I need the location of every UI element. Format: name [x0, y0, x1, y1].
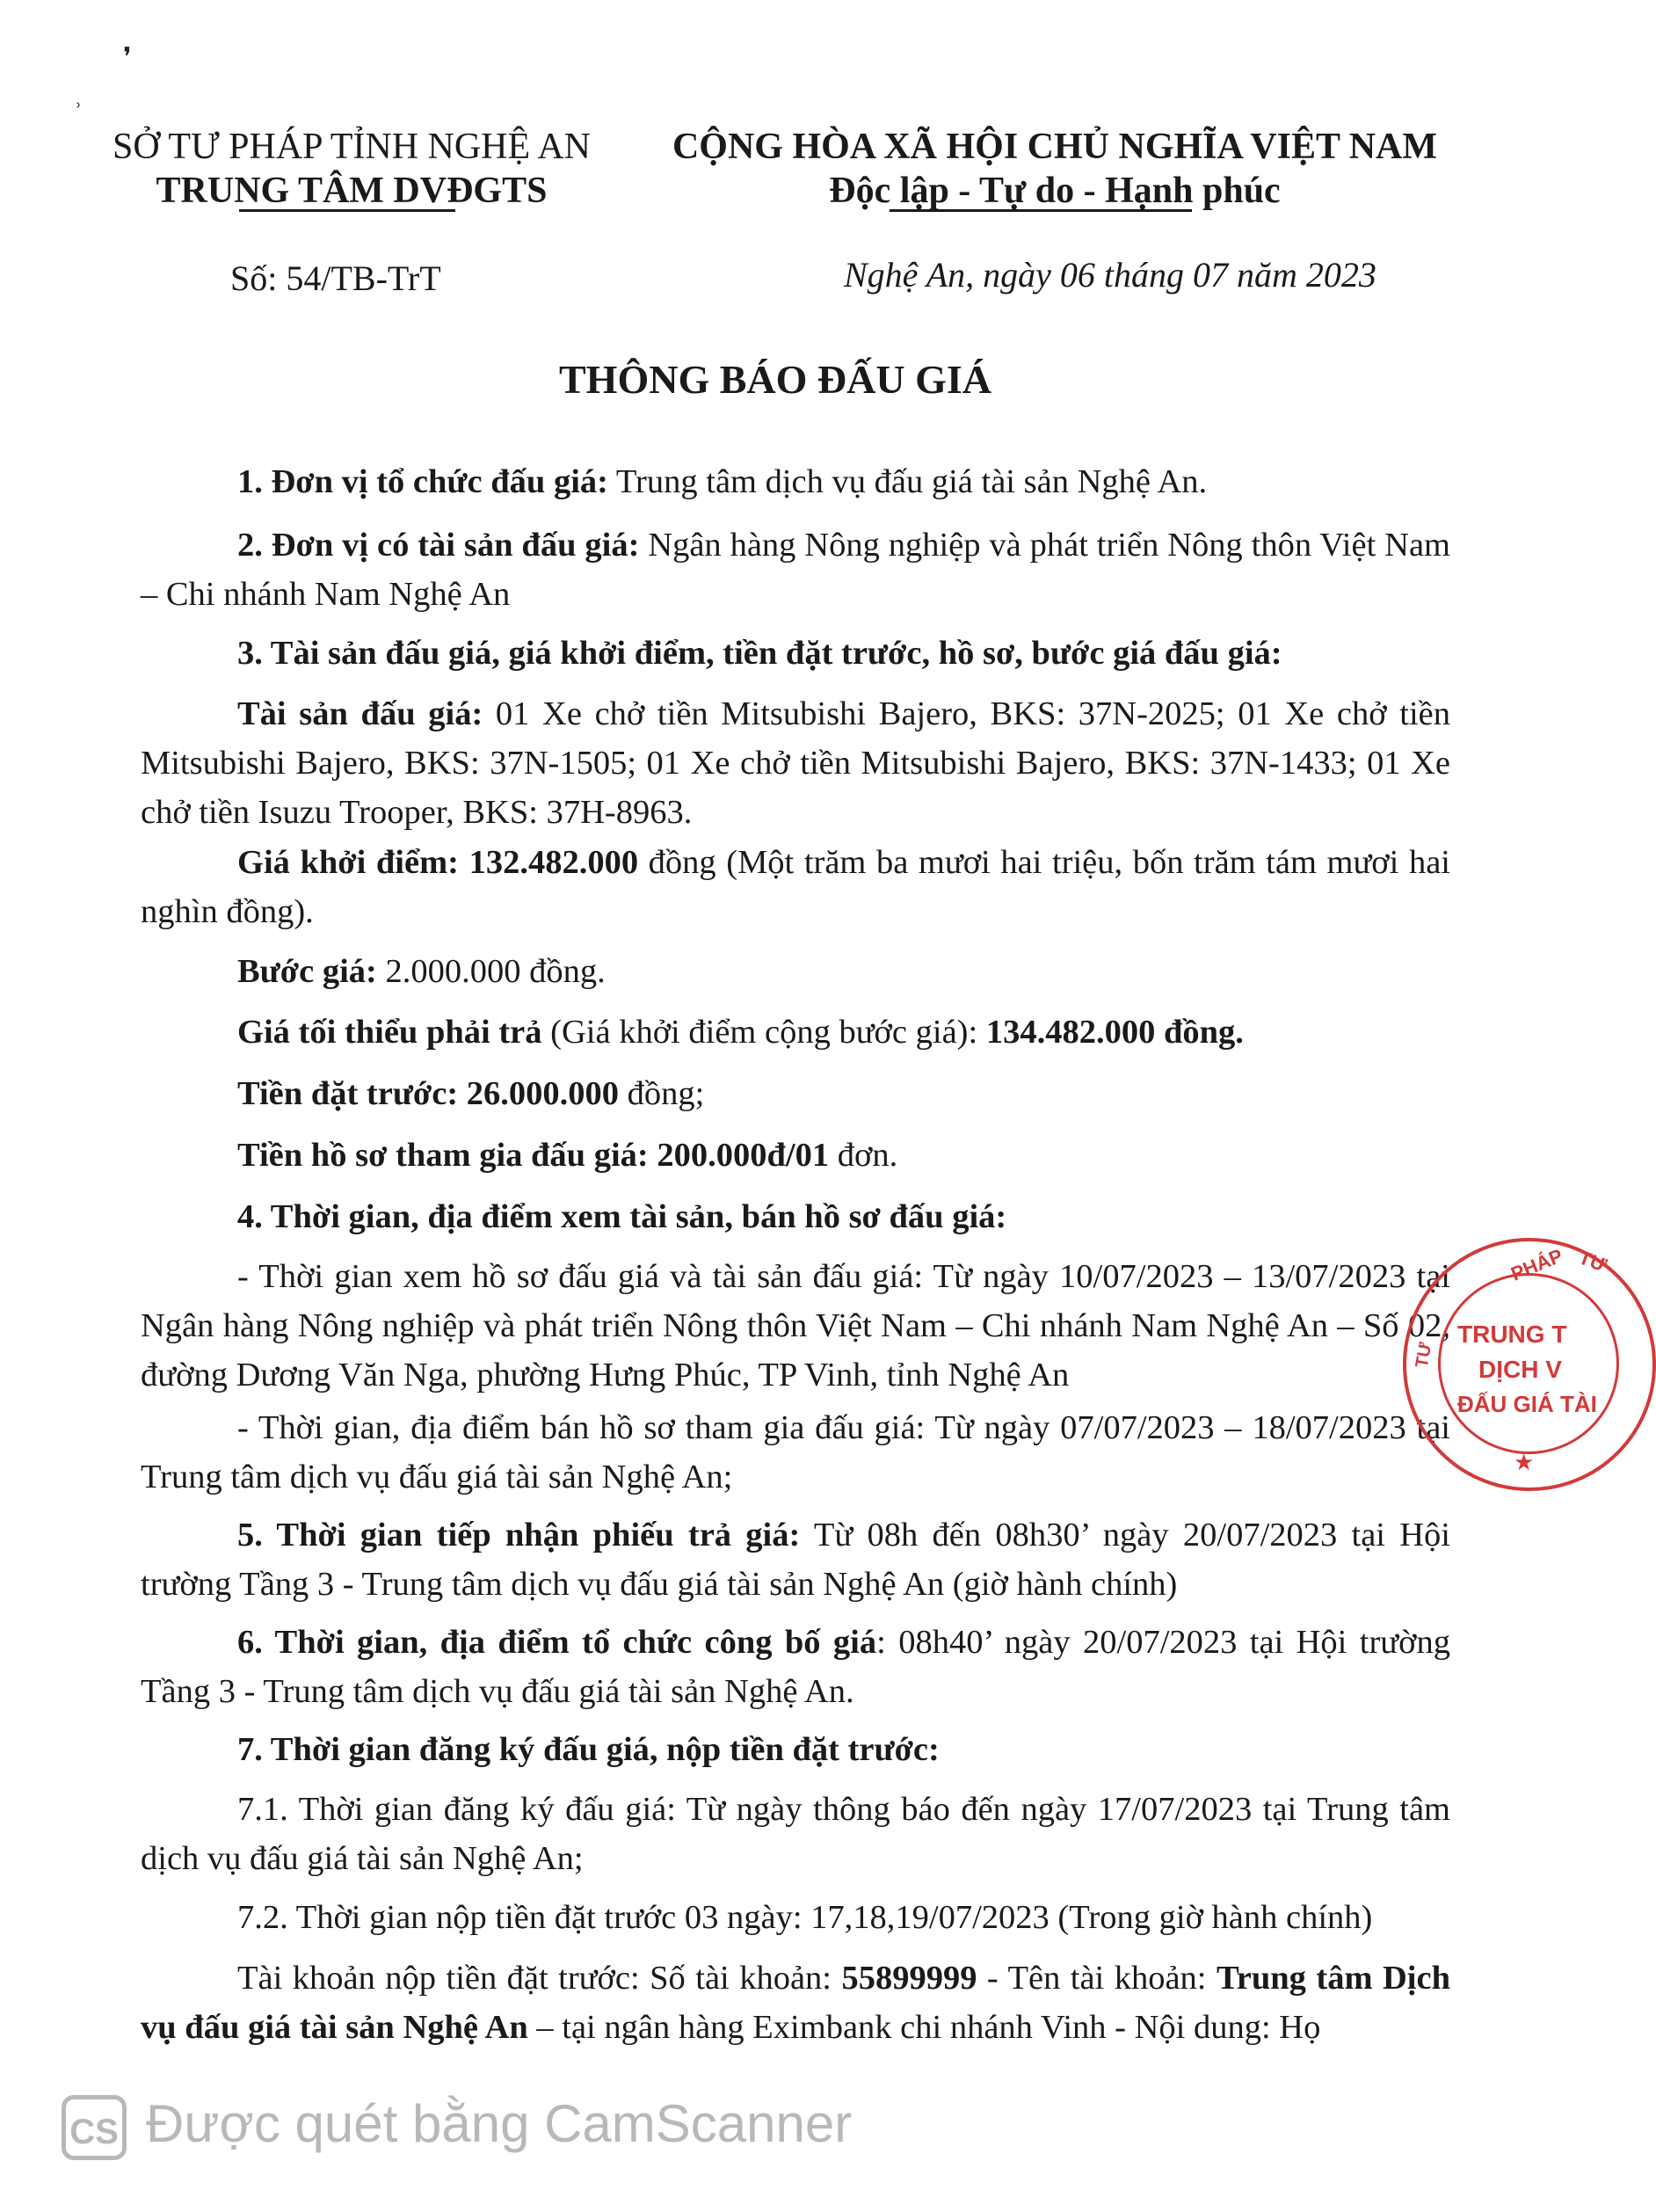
deposit-account	[141, 1954, 1450, 2052]
minimum-price-value: 134.482.000 đồng.	[985, 1014, 1244, 1051]
section-7-2: 7.2. Thời gian nộp tiền đặt trước 03 ngày: 17,18,19/07/2023 (Trong giờ hành chính)	[237, 1899, 1373, 1936]
section-5-label: 5. Thời gian tiếp nhận phiếu trả giá:	[237, 1517, 801, 1553]
section-5	[141, 1510, 1450, 1609]
asset-label: Tài sản đấu giá:	[237, 695, 483, 732]
section-4-sale-time: - Thời gian, địa điểm bán hồ sơ tham gia đấu giá: Từ ngày 07/07/2023 – 18/07/2023 tại Trung tâm dịch vụ đấu giá tài sản Nghệ An;	[141, 1409, 1450, 1495]
section-4-heading	[141, 1192, 1450, 1241]
section-7-1: 7.1. Thời gian đăng ký đấu giá: Từ ngày thông báo đến ngày 17/07/2023 tại Trung tâm dịch vụ đấu giá tài sản Nghệ An;	[141, 1791, 1450, 1877]
camscanner-logo-icon: CS	[62, 2095, 127, 2160]
section-3-heading	[141, 629, 1450, 678]
account-text-3: – tại ngân hàng Eximbank chi nhánh Vinh - Nội dung: Họ	[527, 2009, 1321, 2046]
deposit-text: đồng;	[619, 1075, 705, 1112]
seal-arc-left: TƯ	[1412, 1341, 1436, 1370]
document-title: THÔNG BÁO ĐẤU GIÁ	[559, 357, 991, 402]
section-5-text: Từ 08h đến 08h30’ ngày 20/07/2023 tại Hội trường Tầng 3 - Trung tâm dịch vụ đấu giá tài sản Nghệ An (giờ hành chính)	[141, 1517, 1451, 1603]
section-2-label: 2. Đơn vị có tài sản đấu giá:	[237, 527, 640, 564]
minimum-price	[141, 1008, 1450, 1057]
bid-step-label: Bước giá:	[237, 953, 377, 990]
starting-price-label: Giá khởi điểm: 132.482.000	[237, 844, 639, 881]
deposit	[141, 1069, 1450, 1118]
section-2	[141, 520, 1450, 619]
department-name: SỞ TƯ PHÁP TỈNH NGHỆ AN	[112, 127, 592, 167]
account-name: Trung tâm Dịch vụ đấu giá tài sản Nghệ An	[141, 1960, 1450, 2046]
account-text-2: - Tên tài khoản:	[977, 1960, 1217, 1997]
place-and-date: Nghệ An, ngày 06 tháng 07 năm 2023	[844, 255, 1376, 295]
asset-text: 01 Xe chở tiền Mitsubishi Bajero, BKS: 37N-2025; 01 Xe chở tiền Mitsubishi Bajero, BKS: 37N-1505; 01 Xe chở tiền Mitsubishi Bajero, BKS: 37N-1433; 01 Xe chở tiền Isuzu Trooper, BKS: 37H-8963.	[141, 695, 1450, 831]
center-underline	[239, 209, 455, 212]
account-text-1: Tài khoản nộp tiền đặt trước: Số tài khoản:	[237, 1960, 842, 1997]
center-name: TRUNG TÂM DVĐGTS	[156, 171, 548, 211]
section-1	[141, 457, 1450, 506]
bid-step-text: 2.000.000 đồng.	[376, 953, 606, 990]
section-6	[141, 1618, 1450, 1716]
section-7-heading	[141, 1725, 1450, 1774]
motto: Độc lập - Tự do - Hạnh phúc	[829, 171, 1281, 211]
country-name: CỘNG HÒA XÃ HỘI CHỦ NGHĨA VIỆT NAM	[672, 127, 1438, 167]
dossier-fee-text: đơn.	[829, 1137, 898, 1174]
seal-line-1: TRUNG T	[1457, 1321, 1567, 1348]
section-1-text: Trung tâm dịch vụ đấu giá tài sản Nghệ An.	[607, 463, 1208, 500]
section-2-text: Ngân hàng Nông nghiệp và phát triển Nông thôn Việt Nam – Chi nhánh Nam Nghệ An	[141, 527, 1451, 613]
seal-star-icon: ★	[1514, 1449, 1535, 1475]
section-4-view-time: - Thời gian xem hồ sơ đấu giá và tài sản đấu giá: Từ ngày 10/07/2023 – 13/07/2023 tại Ngân hàng Nông nghiệp và phát triển Nông thôn Việt Nam – Chi nhánh Nam Nghệ An – Số 02, đường Dương Văn Nga, phường Hưng Phúc, TP Vinh, tỉnh Nghệ An	[141, 1258, 1450, 1393]
starting-price	[141, 838, 1450, 936]
motto-underline	[890, 209, 1192, 212]
dossier-fee-label: Tiền hồ sơ tham gia đấu giá: 200.000đ/01	[237, 1137, 830, 1174]
section-6-text: : 08h40’ ngày 20/07/2023 tại Hội trường Tầng 3 - Trung tâm dịch vụ đấu giá tài sản Nghệ An.	[141, 1624, 1450, 1710]
camscanner-text: Được quét bằng CamScanner	[146, 2094, 853, 2153]
deposit-label: Tiền đặt trước: 26.000.000	[237, 1075, 620, 1112]
section-7-heading-text: 7. Thời gian đăng ký đấu giá, nộp tiền đặt trước:	[237, 1731, 940, 1768]
dossier-fee	[141, 1131, 1450, 1180]
issuing-authority	[79, 125, 624, 213]
seal-line-2: DỊCH V	[1478, 1356, 1562, 1383]
document-number: Số: 54/TB-TrT	[230, 258, 441, 298]
section-1-label: 1. Đơn vị tổ chức đấu giá:	[237, 463, 608, 500]
asset-paragraph	[141, 689, 1450, 837]
bid-step	[141, 947, 1450, 996]
national-header	[642, 125, 1468, 213]
seal-arc-top: PHÁP	[1507, 1244, 1566, 1285]
scan-mark: ❜	[123, 43, 132, 72]
starting-price-text: đồng (Một trăm ba mươi hai triệu, bốn trăm tám mươi hai nghìn đồng).	[141, 844, 1450, 930]
camscanner-watermark	[62, 2089, 852, 2159]
seal-arc-right: TƯ	[1575, 1246, 1610, 1277]
minimum-price-label: Giá tối thiểu phải trả	[237, 1014, 542, 1051]
official-seal	[1403, 1238, 1656, 1491]
scan-mark: ˒	[74, 86, 83, 115]
section-4-heading-text: 4. Thời gian, địa điểm xem tài sản, bán hồ sơ đấu giá:	[237, 1198, 1007, 1235]
account-number: 55899999	[841, 1960, 977, 1997]
seal-line-3: ĐẤU GIÁ TÀI	[1457, 1391, 1597, 1417]
section-3-heading-text: 3. Tài sản đấu giá, giá khởi điểm, tiền đặt trước, hồ sơ, bước giá đấu giá:	[237, 635, 1282, 672]
minimum-price-text: (Giá khởi điểm cộng bước giá):	[541, 1014, 986, 1051]
section-6-label: 6. Thời gian, địa điểm tổ chức công bố giá	[237, 1624, 877, 1661]
